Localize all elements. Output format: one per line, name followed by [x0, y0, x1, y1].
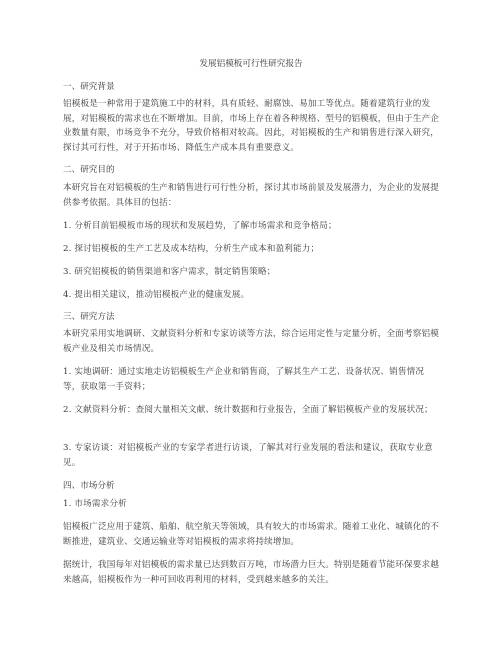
list-item: 1. 实地调研：通过实地走访铝模板生产企业和销售商，了解其生产工艺、设备状况、销售情况等，获取第一手资料；: [63, 367, 425, 392]
document-title: 发展铝模板可行性研究报告: [199, 59, 303, 69]
subsection-heading: 1. 市场需求分析: [63, 499, 127, 509]
section-paragraph: 铝模板是一种常用于建筑施工中的材料，具有质轻、耐腐蚀、易加工等优点。随着建筑行业的发展，对铝模板的需求也在不断增加。目前，市场上存在着各种规格、型号的铝模板，但由于生产企业数量有限，市场竞争不充分，导致价格相对较高。因此，对铝模板的生产和销售进行深入研究，探讨其可行性，对于开拓市场、降低生产成本具有重要意义。: [63, 99, 439, 153]
section-heading-method: 三、研究方法: [63, 312, 115, 322]
list-item: 3. 专家访谈：对铝模板产业的专家学者进行访谈，了解其对行业发展的看法和建议，获取专业意见。: [63, 443, 433, 468]
section-heading-market: 四、市场分析: [63, 481, 115, 491]
list-item: 1. 分析目前铝模板市场的现状和发展趋势，了解市场需求和竞争格局；: [63, 221, 337, 231]
list-item: 2. 文献资料分析：查阅大量相关文献、统计数据和行业报告，全面了解铝模板产业的发展状况；: [63, 405, 433, 415]
section-heading-background: 一、研究背景: [63, 82, 115, 92]
section-paragraph: 本研究采用实地调研、文献资料分析和专家访谈等方法，综合运用定性与定量分析，全面考察铝模板产业及相关市场情况。: [63, 329, 439, 354]
section-paragraph: 本研究旨在对铝模板的生产和销售进行可行性分析，探讨其市场前景及发展潜力，为企业的发展提供参考依据。具体目的包括：: [63, 183, 439, 208]
section-paragraph: 据统计，我国每年对铝模板的需求量已达到数百万吨，市场潜力巨大。特别是随着节能环保要求越来越高，铝模板作为一种可回收再利用的材料，受到越来越多的关注。: [63, 560, 439, 585]
list-item: 3. 研究铝模板的销售渠道和客户需求，制定销售策略；: [63, 267, 276, 277]
list-item: 2. 探讨铝模板的生产工艺及成本结构，分析生产成本和盈利能力；: [63, 244, 320, 254]
section-heading-purpose: 二、研究目的: [63, 165, 115, 175]
list-item: 4. 提出相关建议，推动铝模板产业的健康发展。: [63, 290, 250, 300]
section-paragraph: 铝模板广泛应用于建筑、船舶、航空航天等领域，具有较大的市场需求。随着工业化、城镇化的不断推进，建筑业、交通运输业等对铝模板的需求将持续增加。: [63, 522, 439, 547]
